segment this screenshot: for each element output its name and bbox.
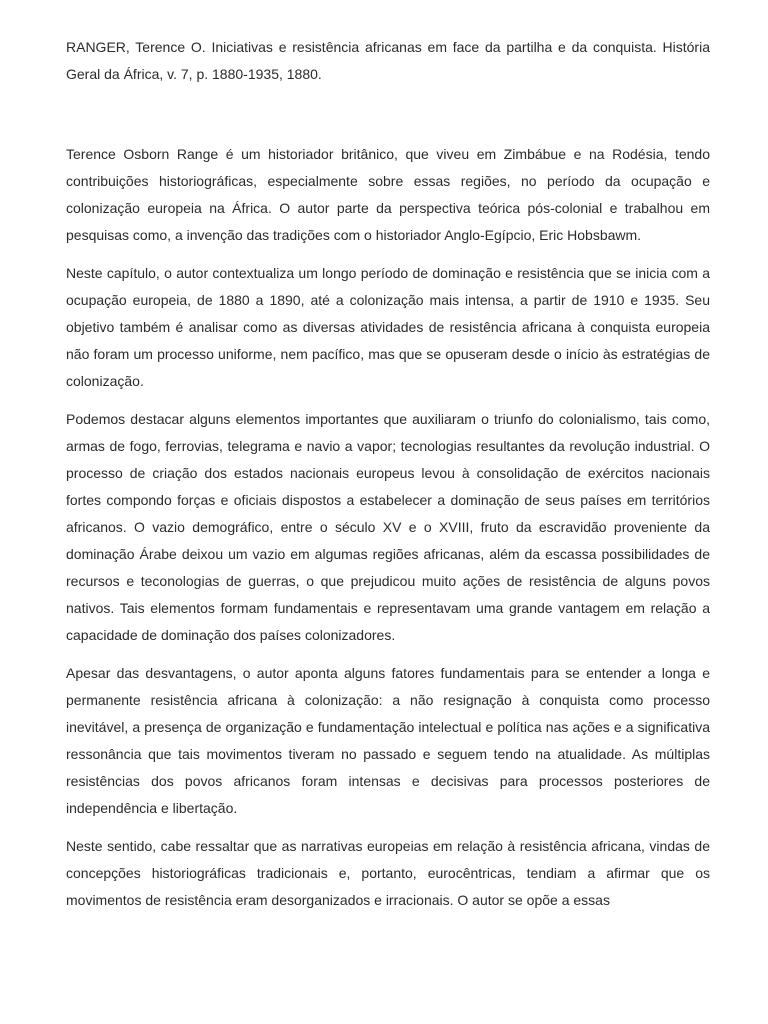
paragraph-resistance-factors: Apesar das desvantagens, o autor aponta alguns fatores fundamentais para se entender a longa e permanente resistência africana à colonização: a não resignação à conquista como processo inevitável, a presença de organização e fundamentação intelectual e política nas ações e a significativa ressonância que tais movimentos tiveram no passado e seguem tendo na atualidade. As múltiplas resistências dos povos africanos foram intensas e decisivas para processos posteriores de independência e libertação. bbox=[66, 665, 710, 816]
paragraph-colonial-factors: Podemos destacar alguns elementos importantes que auxiliaram o triunfo do colonialismo, tais como, armas de fogo, ferrovias, telegrama e navio a vapor; tecnologias resultantes da revolução industrial. O processo de criação dos estados nacionais europeus levou à consolidação de exércitos nacionais fortes compondo forças e oficiais dispostos a estabelecer a dominação de seus países em territórios africanos. O vazio demográfico, entre o século XV e o XVIII, fruto da escravidão proveniente da dominação Árabe deixou um vazio em algumas regiões africanas, além da escassa possibilidades de recursos e teconologias de guerras, o que prejudicou muito ações de resistência de alguns povos nativos. Tais elementos formam fundamentais e representavam uma grande vantagem em relação a capacidade de dominação dos países colonizadores. bbox=[66, 411, 710, 643]
paragraph-author-intro: Terence Osborn Range é um historiador britânico, que viveu em Zimbábue e na Rodésia, tendo contribuições historiográficas, especialmente sobre essas regiões, no período da ocupação e colonização europeia na África. O autor parte da perspectiva teórica pós-colonial e trabalhou em pesquisas como, a invenção das tradições com o historiador Anglo-Egípcio, Eric Hobsbawm. bbox=[66, 146, 710, 243]
citation-paragraph: RANGER, Terence O. Iniciativas e resistência africanas em face da partilha e da conquista. História Geral da África, v. 7, p. 1880-1935, 1880. bbox=[66, 39, 710, 82]
paragraph-european-narratives: Neste sentido, cabe ressaltar que as narrativas europeias em relação à resistência africana, vindas de concepções historiográficas tradicionais e, portanto, eurocêntricas, tendiam a afirmar que os movimentos de resistência eram desorganizados e irracionais. O autor se opõe a essas bbox=[66, 838, 710, 908]
paragraph-chapter-context: Neste capítulo, o autor contextualiza um longo período de dominação e resistência que se inicia com a ocupação europeia, de 1880 a 1890, até a colonização mais intensa, a partir de 1910 e 1935. Seu objetivo também é analisar como as diversas atividades de resistência africana à conquista europeia não foram um processo uniforme, nem pacífico, mas que se opuseram desde o início às estratégias de colonização. bbox=[66, 265, 710, 389]
document-page bbox=[66, 34, 710, 925]
